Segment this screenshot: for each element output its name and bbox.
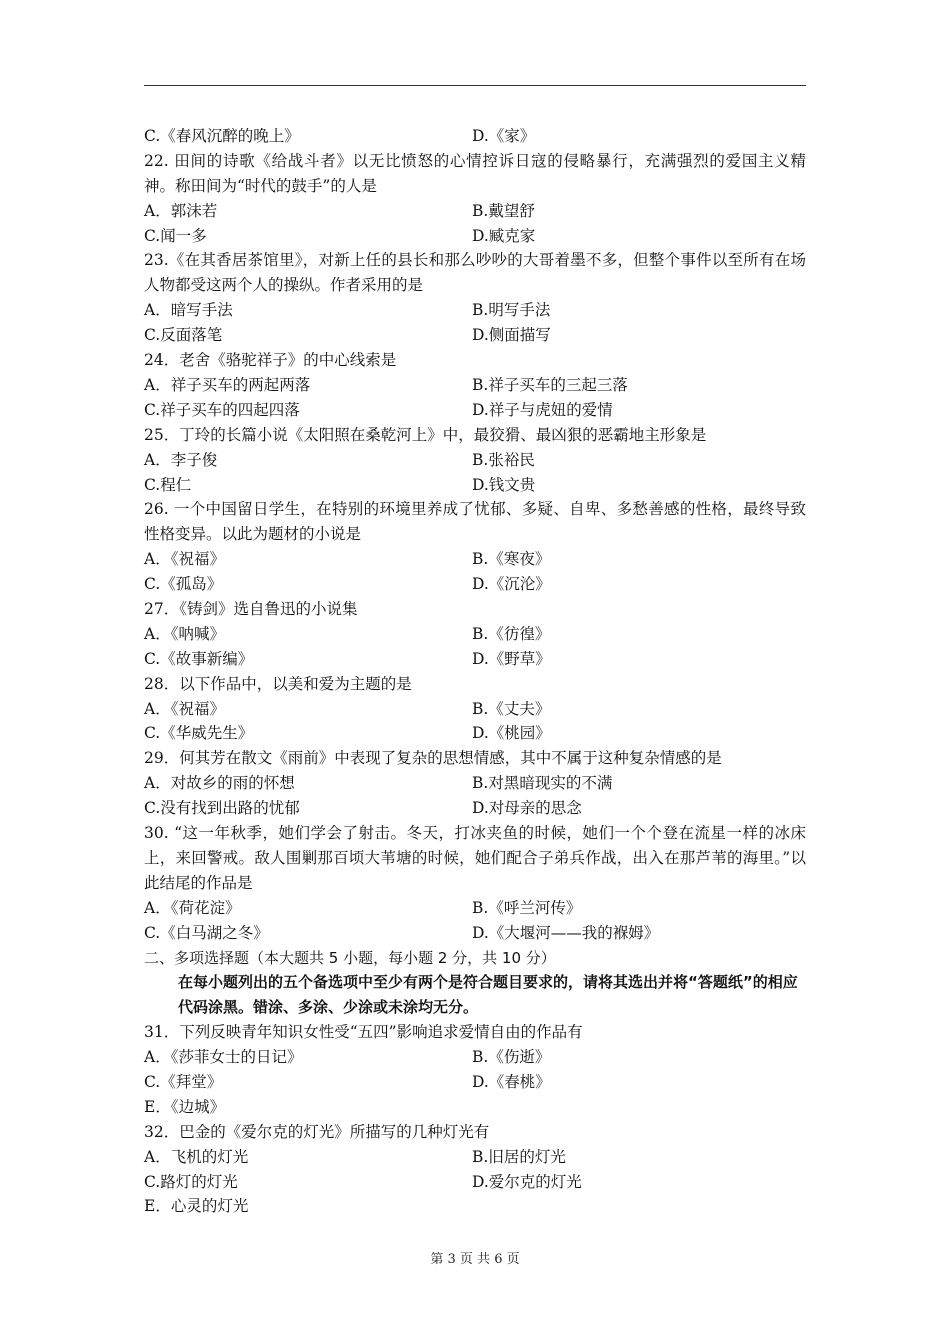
question-24-options-cd (144, 398, 806, 423)
question-30-options-cd (144, 921, 806, 946)
option-a[interactable]: A．暗写手法 (144, 301, 233, 320)
section-2-title: 二、多项选择题（本大题共 5 小题，每小题 2 分，共 10 分） (144, 948, 556, 967)
option-c[interactable]: C.程仁 (144, 475, 192, 494)
option-c[interactable]: C.《拜堂》 (144, 1073, 223, 1092)
question-28-options-ab (144, 697, 806, 722)
question-30-options-ab (144, 896, 806, 921)
question-26-options-cd (144, 572, 806, 597)
question-23-options-cd (144, 323, 806, 348)
option-a[interactable]: A．《祝福》 (144, 699, 225, 718)
option-d[interactable]: D.爱尔克的灯光 (472, 1172, 582, 1191)
question-32-options-ab (144, 1145, 806, 1170)
option-e[interactable]: E．《边城》 (144, 1097, 226, 1116)
question-22-options-ab (144, 199, 806, 224)
exam-content (144, 124, 806, 1219)
option-a[interactable]: A．《莎菲女士的日记》 (144, 1048, 303, 1067)
question-29-stem: 29．何其芳在散文《雨前》中表现了复杂的思想情感，其中不属于这种复杂情感的是 (144, 749, 722, 768)
question-26-stem: 26. 一个中国留日学生，在特别的环境里养成了忧郁、多疑、自卑、多愁善感的性格，最终导致性格变异。以此为题材的小说是 (144, 500, 806, 544)
option-a[interactable]: A．李子俊 (144, 450, 218, 469)
option-b[interactable]: B.《彷徨》 (472, 624, 551, 643)
option-d[interactable]: D.《沉沦》 (472, 575, 551, 594)
question-24-options-ab (144, 373, 806, 398)
option-c[interactable]: C.反面落笔 (144, 326, 223, 345)
page-footer: 第 3 页 共 6 页 (430, 1252, 520, 1267)
option-d[interactable]: D.《桃园》 (472, 724, 551, 743)
option-d[interactable]: D.钱文贵 (472, 475, 536, 494)
question-27-options-ab (144, 622, 806, 647)
option-d[interactable]: D.《大堰河——我的褓姆》 (472, 923, 660, 942)
option-c[interactable]: C.《白马湖之冬》 (144, 923, 269, 942)
question-24-stem: 24．老舍《骆驼祥子》的中心线索是 (144, 351, 397, 370)
question-28-stem: 28．以下作品中，以美和爱为主题的是 (144, 674, 412, 693)
question-26-options-ab (144, 547, 806, 572)
option-c[interactable]: C.闻一多 (144, 226, 207, 245)
question-25-options-ab (144, 448, 806, 473)
option-d[interactable]: D.侧面描写 (472, 326, 551, 345)
option-b[interactable]: B.戴望舒 (472, 201, 535, 220)
question-30-stem: 30. “这一年秋季，她们学会了射击。冬天，打冰夹鱼的时候，她们一个个登在流星一样的冰床上，来回警戒。敌人围剿那百顷大苇塘的时候，她们配合子弟兵作战，出入在那芦苇的海里。”以此结尾的作品是 (144, 824, 806, 892)
option-a[interactable]: A．对故乡的雨的怀想 (144, 774, 295, 793)
option-b[interactable]: B.《丈夫》 (472, 699, 551, 718)
question-31-stem: 31．下列反映青年知识女性受“五四”影响追求爱情自由的作品有 (144, 1023, 583, 1042)
option-c[interactable]: C.祥子买车的四起四落 (144, 400, 300, 419)
option-c[interactable]: C.没有找到出路的忧郁 (144, 799, 300, 818)
option-d[interactable]: D.祥子与虎妞的爱情 (472, 400, 613, 419)
option-c[interactable]: C.《孤岛》 (144, 575, 223, 594)
question-22-stem: 22. 田间的诗歌《给战斗者》以无比愤怒的心情控诉日寇的侵略暴行，充满强烈的爱国主义精神。称田间为“时代的鼓手”的人是 (144, 151, 806, 195)
option-d[interactable]: D.《春桃》 (472, 1073, 551, 1092)
question-23-options-ab (144, 298, 806, 323)
option-d[interactable]: D.臧克家 (472, 226, 536, 245)
question-22-options-cd (144, 224, 806, 249)
question-31-options-cd (144, 1070, 806, 1095)
option-b[interactable]: B.《伤逝》 (472, 1048, 551, 1067)
option-b[interactable]: B.《呼兰河传》 (472, 898, 582, 917)
question-27-options-cd (144, 647, 806, 672)
option-d[interactable]: D.《野草》 (472, 649, 551, 668)
option-b[interactable]: B.明写手法 (472, 301, 551, 320)
question-32-stem: 32．巴金的《爱尔克的灯光》所描写的几种灯光有 (144, 1122, 490, 1141)
question-25-stem: 25．丁玲的长篇小说《太阳照在桑乾河上》中，最狡猾、最凶狠的恶霸地主形象是 (144, 425, 707, 444)
question-23-stem: 23.《在其香居茶馆里》，对新上任的县长和那么吵吵的大哥着墨不多，但整个事件以至所有在场人物都受这两个人的操纵。作者采用的是 (144, 251, 806, 295)
question-29-options-ab (144, 771, 806, 796)
question-32-options-cd (144, 1170, 806, 1195)
option-a[interactable]: A．《祝福》 (144, 550, 225, 569)
question-27-stem: 27．《铸剑》选自鲁迅的小说集 (144, 600, 358, 619)
option-e[interactable]: E．心灵的灯光 (144, 1197, 249, 1216)
option-a[interactable]: A．《呐喊》 (144, 624, 225, 643)
option-a[interactable]: A．飞机的灯光 (144, 1147, 249, 1166)
section-2-instruction: 在每小题列出的五个备选项中至少有两个是符合题目要求的，请将其选出并将“答题纸”的相应代码涂黑。错涂、多涂、少涂或未涂均无分。 (178, 973, 798, 1017)
option-b[interactable]: B.对黑暗现实的不满 (472, 774, 613, 793)
option-b[interactable]: B.旧居的灯光 (472, 1147, 566, 1166)
option-c[interactable]: C.路灯的灯光 (144, 1172, 238, 1191)
option-a[interactable]: A．《荷花淀》 (144, 898, 241, 917)
question-29-options-cd (144, 796, 806, 821)
option-d[interactable]: D.对母亲的思念 (472, 799, 582, 818)
option-c[interactable]: C.《华威先生》 (144, 724, 254, 743)
option-b[interactable]: B.张裕民 (472, 450, 535, 469)
option-d[interactable]: D.《家》 (472, 127, 536, 145)
question-28-options-cd (144, 721, 806, 746)
option-c[interactable]: C.《故事新编》 (144, 649, 254, 668)
option-b[interactable]: B.祥子买车的三起三落 (472, 375, 628, 394)
option-a[interactable]: A．郭沫若 (144, 201, 218, 220)
option-b[interactable]: B.《寒夜》 (472, 550, 551, 569)
option-a[interactable]: A．祥子买车的两起两落 (144, 375, 311, 394)
question-25-options-cd (144, 473, 806, 498)
question-21-options-cd (144, 124, 806, 149)
question-31-options-ab (144, 1045, 806, 1070)
header-rule (144, 85, 806, 86)
option-c[interactable]: C.《春风沉醉的晚上》 (144, 127, 300, 145)
